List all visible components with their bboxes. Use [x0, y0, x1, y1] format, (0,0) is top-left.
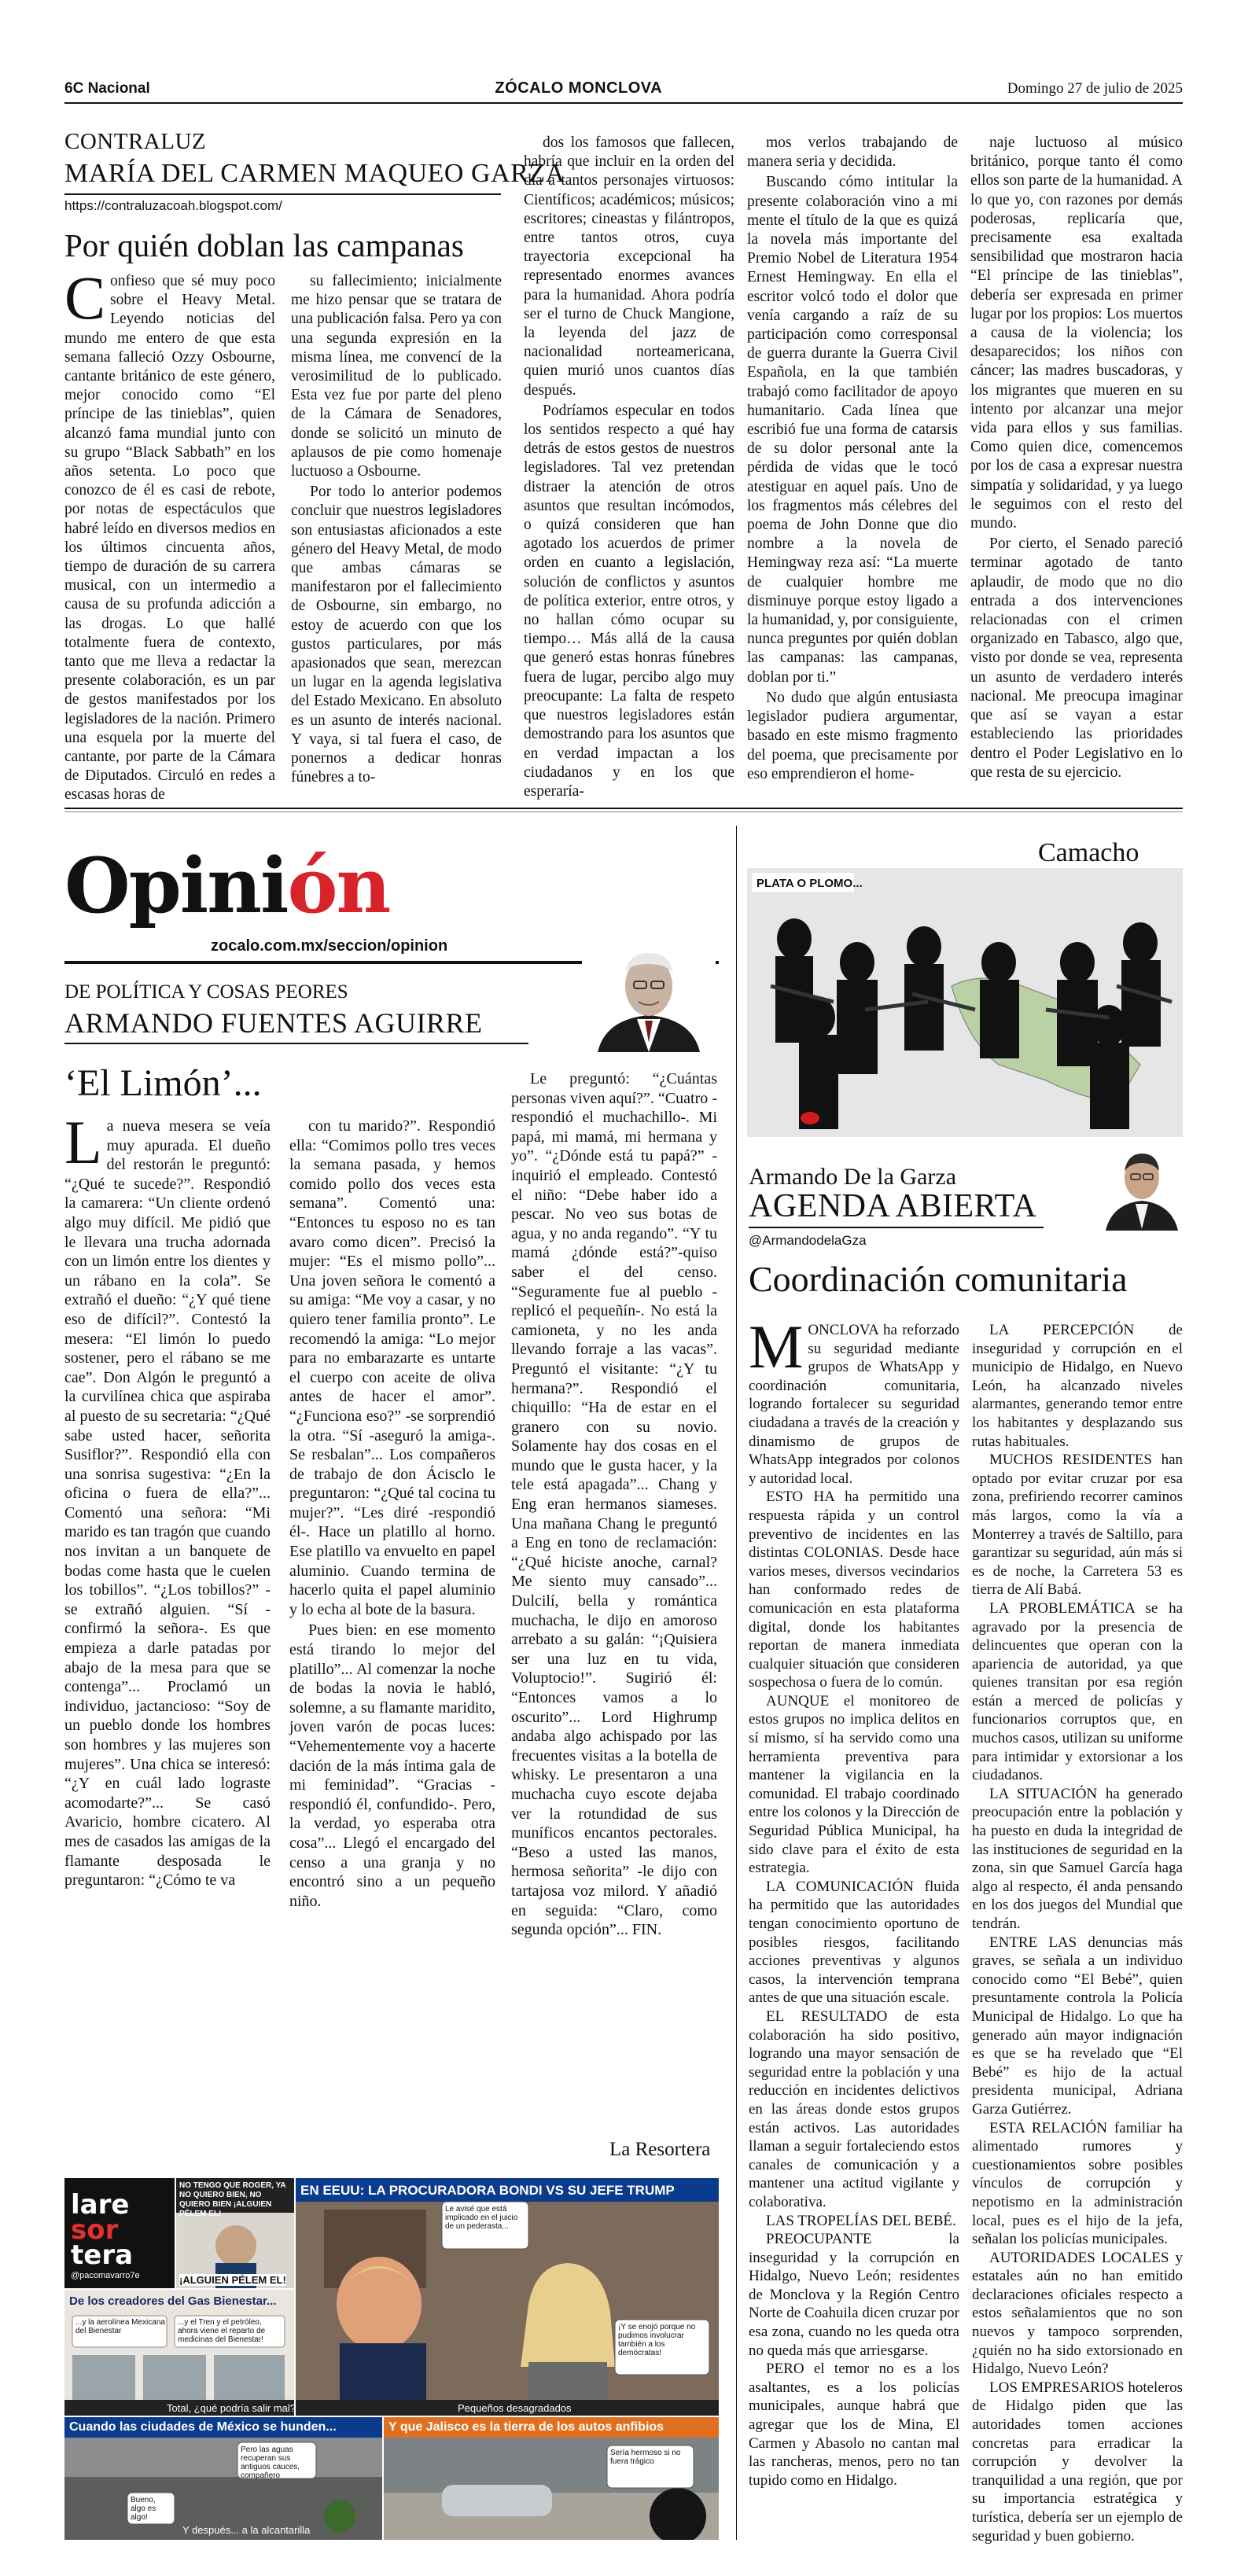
cartoon-label: PLATA O PLOMO... [757, 877, 863, 890]
column-kicker: CONTRALUZ [64, 129, 207, 154]
article-paragraph: ESTO HA ha permitido una respuesta rápida y un control preventivo de incidentes en las distintas COLONIAS. Desde hace varios meses, diversos vecindarios han conformado redes de comunicación en esta plataforma digital, donde los habitantes reportan de manera inmediata cualquier situación que consideren sospechosa o fuera de lo común. [749, 1489, 959, 1691]
article-paragraph: ESTA RELACIÓN familiar ha alimentado rumores y cuestionamientos sobre posibles vínculos de corrupción y nepotismo en la administración local, pues es el hijo de la jefa, señalan los policías municipales. [972, 2119, 1183, 2248]
strip-brand-line: tera [71, 2239, 134, 2271]
article-column-1 [749, 1312, 959, 2490]
author-underline [749, 1227, 1044, 1228]
article-headline: Por quién doblan las campanas [64, 227, 464, 263]
article-column-5 [970, 134, 1183, 782]
column-author: Armando De la Garza [749, 1164, 957, 1190]
panel-caption: Total, ¿qué podría salir mal? [167, 2402, 296, 2414]
speech-bubble: ¡Y se enojó porque no pudimos involucrar también a los demócratas! [618, 2323, 696, 2357]
speech-bubble: Bueno, algo es algo! [131, 2496, 156, 2522]
column-kicker: DE POLÍTICA Y COSAS PEORES [64, 981, 348, 1003]
column-author: MARÍA DEL CARMEN MAQUEO GARZA [64, 159, 565, 188]
article-paragraph: AUNQUE el monitoreo de estos grupos no implica delitos en sí mismo, sí ha servido como una herramienta preventiva para mantener la vigilancia en la comunidad. El trabajo coordinado entre los colonos y la Dirección de Seguridad Pública Municipal, ha sido clave para el éxito de esta estrategia. [749, 1692, 959, 1877]
panel-title: EN EEUU: LA PROCURADORA BONDI VS SU JEFE TRUMP [300, 2183, 675, 2198]
article-paragraph: LOS EMPRESARIOS hoteleros de Hidalgo piden que las autoridades tomen acciones concretas para erradicar la corrupción y devolver la tranquilidad a una región, que por su importancia estratégica y turística, debería ser un ejemplo de seguridad y buen gobierno. [972, 2379, 1183, 2545]
article-column-2 [291, 272, 502, 787]
speech-bubble: Sería hermoso si no fuera trágico [610, 2449, 681, 2466]
article-paragraph: naje luctuoso al músico británico, porque tanto él como ellos son parte de la humanidad. A lo que yo, con razones por demás poderosas, replicaría que, precisamente esa exaltada sensibilidad que mostraron hacia “El príncipe de las tinieblas”, debería ser expresada en primer lugar por los propios: Los muertos a causa de la violencia; los desaparecidos; los niños con cáncer; las madres buscadoras, y los migrantes que mueren en su intento por alcanzar una mejor vida para ellos y sus familias. Como quien dice, comencemos por los de casa a expresar nuestra simpatía y solidaridad, y ya luego le seguimos con el resto del mundo. [970, 134, 1183, 532]
article-paragraph: Confieso que sé muy poco sobre el Heavy Metal. Leyendo noticias del mundo me entero de que esta semana falleció Ozzy Osbourne, cantante británico de este género, mejor conocido como “El príncipe de las tinieblas”, quien alcanzó fama mundial junto con su grupo “Black Sabbath” en los años setenta. Lo poco que conozco de él es casi de rebote, por notas de espectáculos que habré leído en diversos medios en los últimos cincuenta años, tiempo de duración de su carrera musical, con un intermedio a causa de su profunda adicción a las drogas. Lo que hallé totalmente fuera de contexto, tanto que me lleva a redactar la presente colaboración, es un par de gestos manifestados por los legisladores de la nación. Primero una esquela por la muerte del cantante, por parte de la Cámara de Diputados. Circuló en redes a escasas horas de [64, 263, 275, 804]
section-label: 6C Nacional [64, 80, 150, 97]
article-paragraph: Por todo lo anterior podemos concluir que nuestros legisladores son entusiastas aficionados a este género del Heavy Metal, de modo que ambas cámaras se manifestaron por el fallecimiento de Osbourne, sin embargo, no estoy de acuerdo con que los gustos particulares, por más apasionados que sean, merezcan un lugar en la agenda legislativa del Estado Mexicano. En absoluto es un asunto de interés nacional. Y vaya, si tal fuera el caso, de ponernos a dedicar honras fúnebres a to- [291, 484, 502, 786]
panel-caption: Y después... a la alcantarilla [182, 2524, 311, 2536]
strip-brand [71, 2189, 170, 2271]
speech-bubble: Pero las aguas recuperan sus antiguos cauces, compañero [241, 2445, 300, 2480]
article-paragraph: Buscando cómo intitular la presente colaboración vino a mi mente el título de la que es quizá la novela más importante del Premio Nobel de Literatura 1954 Ernest Hemingway. En ella el escritor volcó todo el dolor que venía cargando a raíz de su participación como corresponsal de guerra durante la Guerra Civil Española, en la que también trabajó como facilitador de apoyo humanitario. Cada línea que escribió fue una forma de catarsis de su dolor personal ante la pérdida de vidas que le tocó atestiguar en aquel país. Uno de los fragmentos más célebres del poema de John Donne que dio nombre a la novela de Hemingway reza así: “La muerte de cualquier hombre me disminuye porque estoy ligado a la humanidad, y, por consiguiente, nunca preguntes por quién doblan las campanas: las campanas, doblan por ti.” [747, 174, 958, 686]
cartoon-credit: Camacho [1038, 838, 1139, 867]
article-paragraph: LA PERCEPCIÓN de inseguridad y corrupción en el municipio de Hidalgo, en Nuevo León, ha alcanzado niveles alarmantes, generando temor entre los habitantes y desplazando sus rutas habituales. [972, 1322, 1183, 1450]
section-divider-thin [64, 811, 1183, 812]
panel-title: Y que Jalisco es la tierra de los autos anfibios [388, 2420, 664, 2434]
article-paragraph: MUCHOS RESIDENTES han optado por evitar cruzar por esa zona, prefiriendo recorrer caminos más largos, como la vía a Monterrey a través de Saltillo, para garantizar su seguridad, aún más si es de noche, la Carretera 53 es tierra de Alí Babá. [972, 1452, 1184, 1599]
author-underline [64, 1043, 528, 1044]
article-column-2 [289, 1117, 495, 1911]
article-paragraph: EL RESULTADO de esta colaboración ha sido positivo, logrando una mayor sensación de seguridad entre la población y una reducción en incidentes delictivos en las áreas donde estos grupos están activos. Las autoridades llaman a seguir fortaleciendo estos canales de comunicación y a mantener una actitud vigilante y colaborativa. [749, 2007, 959, 2210]
author-portrait [1101, 1144, 1183, 1231]
editorial-cartoon [747, 868, 1183, 1137]
article-paragraph: dos los famosos que fallecen, habría que incluir en la orden del día a tantos personajes virtuosos: Científicos; académicos; músicos; escritores; cineastas y filántropos, entre tantos otros, cuya trayectoria excepcional ha representado enormes avances para la humanidad. Ahora podría ser el turno de Chuck Mangione, la leyenda del jazz de nacionalidad norteamericana, quien murió unos cuantos días después. [524, 134, 734, 399]
article-paragraph: LAS TROPELÍAS DEL BEBÉ. [766, 2212, 956, 2229]
author-url[interactable]: https://contraluzacoah.blogspot.com/ [64, 198, 282, 213]
article-paragraph: LA SITUACIÓN ha generado preocupación entre la población y ha puesto en duda la integridad de las instituciones de seguridad en la zona, sin que Samuel García haga algo al respecto, él anda pensando en los dos juegos del Mundial que tendrán. [972, 1785, 1183, 1932]
column-name: AGENDA ABIERTA [749, 1188, 1037, 1224]
section-divider [64, 808, 1183, 809]
opinion-logo-main: Opini [64, 841, 288, 930]
article-paragraph: LA PROBLEMÁTICA se ha agravado por la presencia de delincuentes que operan con la apariencia de autoridad, ya que quienes transitan por esa región están a merced de policías y funcionarios corruptos que, en muchos casos, utilizan su uniforme para intimidar y extorsionar a los ciudadanos. [972, 1599, 1183, 1784]
newspaper-name: ZÓCALO MONCLOVA [495, 79, 663, 97]
article-column-3 [524, 134, 734, 801]
article-paragraph: con tu marido?”. Respondió ella: “Comimos pollo tres veces la semana pasada, y hemos comido pollo dos veces esta semana”. Comentó una: “Entonces tu esposo no es tan avaro como dicen”. Precisó la mujer: “Es el mismo pollo”... Una joven señora le comentó a su amiga: “Me voy a casar, y no quiero tener familia pronto”. Le recomendó la amiga: “Lo mejor para no embarazarte es untarte el cuerpo con aceite de oliva antes de hacer el amor”. “¿Funciona eso?” -se sorprendió la otra. “Sí -aseguró la amiga-. Se resbalan”... Los compañeros de trabajo de don Ácisclo le preguntaron: “¿Qué tal cocina tu mujer?”. “Les diré -respondió él-. Hace un platillo al horno. Ese platillo va envuelto en papel aluminio. Cuando termina de hacerlo quita el papel aluminio y lo echa al bote de la basura. [289, 1117, 495, 1618]
article-paragraph: su fallecimiento; inicialmente me hizo pensar que se tratara de una publicación falsa. Pero ya con una segunda expresión en la misma línea, me convencí de la verosimilitud de lo publicado. Esta vez fue por parte del pleno de la Cámara de Senadores, donde se solicitó un minuto de aplausos de pie como homenaje luctuoso a Osbourne. [291, 273, 502, 480]
article-column-4 [747, 134, 958, 784]
cartoon-strip [64, 2178, 719, 2540]
speech-bubble: Le avisé que está implicado en el juicio de un pederasta... [445, 2205, 518, 2231]
opinion-section-url[interactable]: zocalo.com.mx/seccion/opinion [211, 937, 448, 955]
panel-caption: Pequeños desagradados [458, 2402, 572, 2414]
article-paragraph: PERO el temor no es a los asaltantes, es a los policías municipales, aunque habrá que agregar que los de Mina, El Carmen y Abasolo no cantan mal las rancheras, menos, pero no tan tupido como en Hidalgo. [749, 2361, 959, 2489]
panel-title: De los creadores del Gas Bienestar... [69, 2294, 277, 2308]
article-paragraph: Pues bien: en ese momento está tirando lo mejor del platillo”... Al comenzar la noche de bodas la novia le habló, solemne, a su flamante maridito, joven varón de pocas luces: “Vehementemente voy a hacerte dación de la más íntima gala de mi feminidad”. “Gracias -respondió él, confundido-. Pero, la verdad, yo esperaba otra cosa”... Llegó el encargado del censo a una granja y no encontró sino a un pequeño niño. [289, 1621, 495, 1910]
contraluz-article [64, 118, 1183, 804]
article-column-3 [511, 1069, 717, 1940]
author-underline [64, 193, 501, 195]
article-column-1 [64, 263, 275, 805]
page-masthead [64, 75, 1183, 104]
article-paragraph: Le preguntó: “¿Cuántas personas viven aquí?”. “Cuatro -respondió el muchachillo-. Mi papá, mi mamá, mi hermana y yo”. “¿Dónde está tu papá?” -inquirió el empleado. Contestó el niño: “Debe haber ido a pescar. No veo sus botas de agua, y no anda regando”. “Y tu mamá ¿dónde está?”-quiso saber el del censo. “Seguramente fue al pueblo -replicó el pequeñín-. No está la camioneta, y no les anda llevando forraje a las vacas”. Preguntó el visitante: “¿Y tu hermana?”. Respondió el chiquillo: “Ha de estar en el granero con su novio. Solamente hay dos cosas en el mundo que le gusta hacer, y la tele está apagada”... Chang y Eng eran hermanos siameses. Una mañana Chang le preguntó a Eng en tono de reclamación: “¿Qué hiciste anoche, carnal? Me siento muy cansado”... Dulcilí, bella y romántica muchacha, le dijo en amoroso arrebato a su galán: “¡Quisiera ser una luz en tu vida, Voluptocio!”. Sugirió él: “Entonces vamos a lo oscurito”... Lord Highrump andaba algo achispado por las frecuentes visitas a la botella de whisky. Le presentaron a una muchacha cuyo escote dejaba ver la rotundidad de sus muníficos encantos pectorales. “Beso a usted las manos, hermosa señorita” -le dijo con tartajosa voz milord. Y añadió en seguida: “Claro, como segunda opción”... FIN. [511, 1070, 717, 1939]
strip-brand-line: sor [71, 2214, 119, 2246]
column-author: ARMANDO FUENTES AGUIRRE [64, 1007, 483, 1039]
article-column-2 [972, 1321, 1183, 2545]
article-headline: Coordinación comunitaria [749, 1259, 1128, 1299]
article-paragraph: PREOCUPANTE la inseguridad y la corrupción en Hidalgo, Nuevo León; residentes de Monclova y la Región Centro Norte de Coahuila dicen cruzar por esa zona, cuando no les queda otra no queda más que arriesgarse. [749, 2231, 959, 2359]
strip-brand-line: lare [71, 2189, 130, 2221]
article-paragraph: No dudo que algún entusiasta legislador pudiera argumentar, basado en este mismo fragmento del poema, que precisamente por eso emprendieron el home- [747, 689, 958, 782]
speech-bubble: ...y la aerolínea Mexicana del Bienestar [75, 2318, 165, 2335]
article-paragraph: LA COMUNICACIÓN fluida ha permitido que las autoridades tengan conocimiento oportuno de posibles riesgos, facilitando acciones preventivas y algunos casos, la intervención temprana antes de que una situación escale. [749, 1878, 959, 2007]
panel-caption: NO TENGO QUE ROGER, YA NO QUIERO BIEN, NO QUIERO BIEN ¡ALGUIEN PÉLEM EL! [179, 2181, 286, 2218]
article-paragraph: MONCLOVA ha reforzado su seguridad mediante grupos de WhatsApp y coordinación comunitaria, logrando fortalecer su seguridad ciudadana a través de la creación y dinamismo de grupos de WhatsApp integrados por colonos y autoridad local. [749, 1312, 959, 1487]
article-headline: ‘El Limón’... [64, 1062, 262, 1104]
article-paragraph: mos verlos trabajando de manera seria y decidida. [747, 134, 958, 171]
article-paragraph: ENTRE LAS denuncias más graves, se señala a un individuo conocido como “El Bebé”, quien presuntamente controla la Policía Municipal de Hidalgo. Lo que ha generado aún mayor indignación es que se ha revelado que “El Bebé” es hijo de la actual presidenta municipal, Adriana Garza Gutiérrez. [972, 1934, 1183, 2118]
strip-handle: @pacomavarro7e [71, 2271, 140, 2280]
author-portrait [582, 940, 716, 1052]
opinion-logo-accent: ón [287, 841, 390, 930]
speech-bubble: ...y el Tren y el petróleo, ahora viene el reparto de medicinas del Bienestar! [178, 2318, 266, 2344]
issue-date: Domingo 27 de julio de 2025 [1007, 80, 1183, 97]
article-paragraph: Podríamos especular en todos los sentidos respecto a qué hay detrás de estos gestos de nuestros legisladores. Tal vez pretendan distraer la atención de otros asuntos que resultan incómodos, o quizá consideren que han agotado los acuerdos de primer orden en cuanto a legislación, solución de conflictos y asuntos de política exterior, entre otros, y no hallan cómo ocupar su tiempo… Más allá de la causa que generó estas honras fúnebres fuera de lugar, percibo algo muy preocupante: La falta de respeto que nuestros legisladores están demostrando para los asuntos que en verdad impactan a los ciudadanos y en los que esperaría- [524, 402, 734, 800]
article-column-1 [64, 1108, 271, 1890]
panel-caption: ¡ALGUIEN PÉLEM EL! [179, 2274, 286, 2286]
author-handle[interactable]: @ArmandodelaGza [749, 1233, 867, 1248]
column-signoff: La Resortera [609, 2139, 711, 2160]
article-paragraph: AUTORIDADES LOCALES y estatales aún no han emitido declaraciones oficiales respecto a estos señalamientos que no son nuevos y tampoco sorprenden, ¿quién no ha sido extorsionado en Hidalgo, Nuevo León? [972, 2249, 1183, 2378]
column-divider [736, 826, 737, 2540]
article-paragraph: La nueva mesera se veía muy apurada. El dueño del restorán le preguntó: “¿Qué te sucede?”. Respondió la camarera: “Un cliente ordenó algo muy difícil. Me pidió que le llevara una trucha adornada con un limón entre los dientes y un rábano en la cola”. Se extrañó el dueño: “¿Y qué tiene eso de difícil?”. Contestó la mesera: “El limón lo puedo sostener, pero el rábano se me cae”. Don Algón le preguntó a la curvilínea chica que aspiraba al puesto de su secretaria: “¿Qué sabe usted hacer, señorita Susiflor?”. Respondió ella con una sonrisa sugestiva: “¿En la oficina o fuera de ella?”... Comentó una señora: “Mi marido es tan tragón que cuando nos invitan a un banquete de bodas come hasta que le cuelen los tobillos”. “¿Los tobillos?” -se extrañó alguien. “Sí -confirmó la señora-. Es que empieza a darle patadas por abajo de la mesa para que se contenga”... Proclamó un individuo, jactancioso: “Soy de un pueblo donde los hombres son hombres y las mujeres son mujeres”. Una chica se interesó: “¿Y en cuál lado lograste acomodarte?”... Se casó Avaricio, hombre cicatero. Al mes de casados las amigas de la flamante desposada le preguntaron: “¿Cómo te va [64, 1108, 271, 1890]
panel-title: Cuando las ciudades de México se hunden... [69, 2420, 337, 2434]
opinion-logo [64, 843, 389, 929]
article-paragraph: Por cierto, el Senado pareció terminar agotado de tanto aplaudir, de modo que no dio entrada a dos intervenciones relacionadas con el crimen organizado en Tabasco, algo que, visto por donde se vea, representa un asunto de verdadero interés nacional. Me preocupa imaginar que así se vayan a estar estableciendo las prioridades dentro el Poder Legislativo en lo que resta de su ejercicio. [970, 535, 1183, 781]
